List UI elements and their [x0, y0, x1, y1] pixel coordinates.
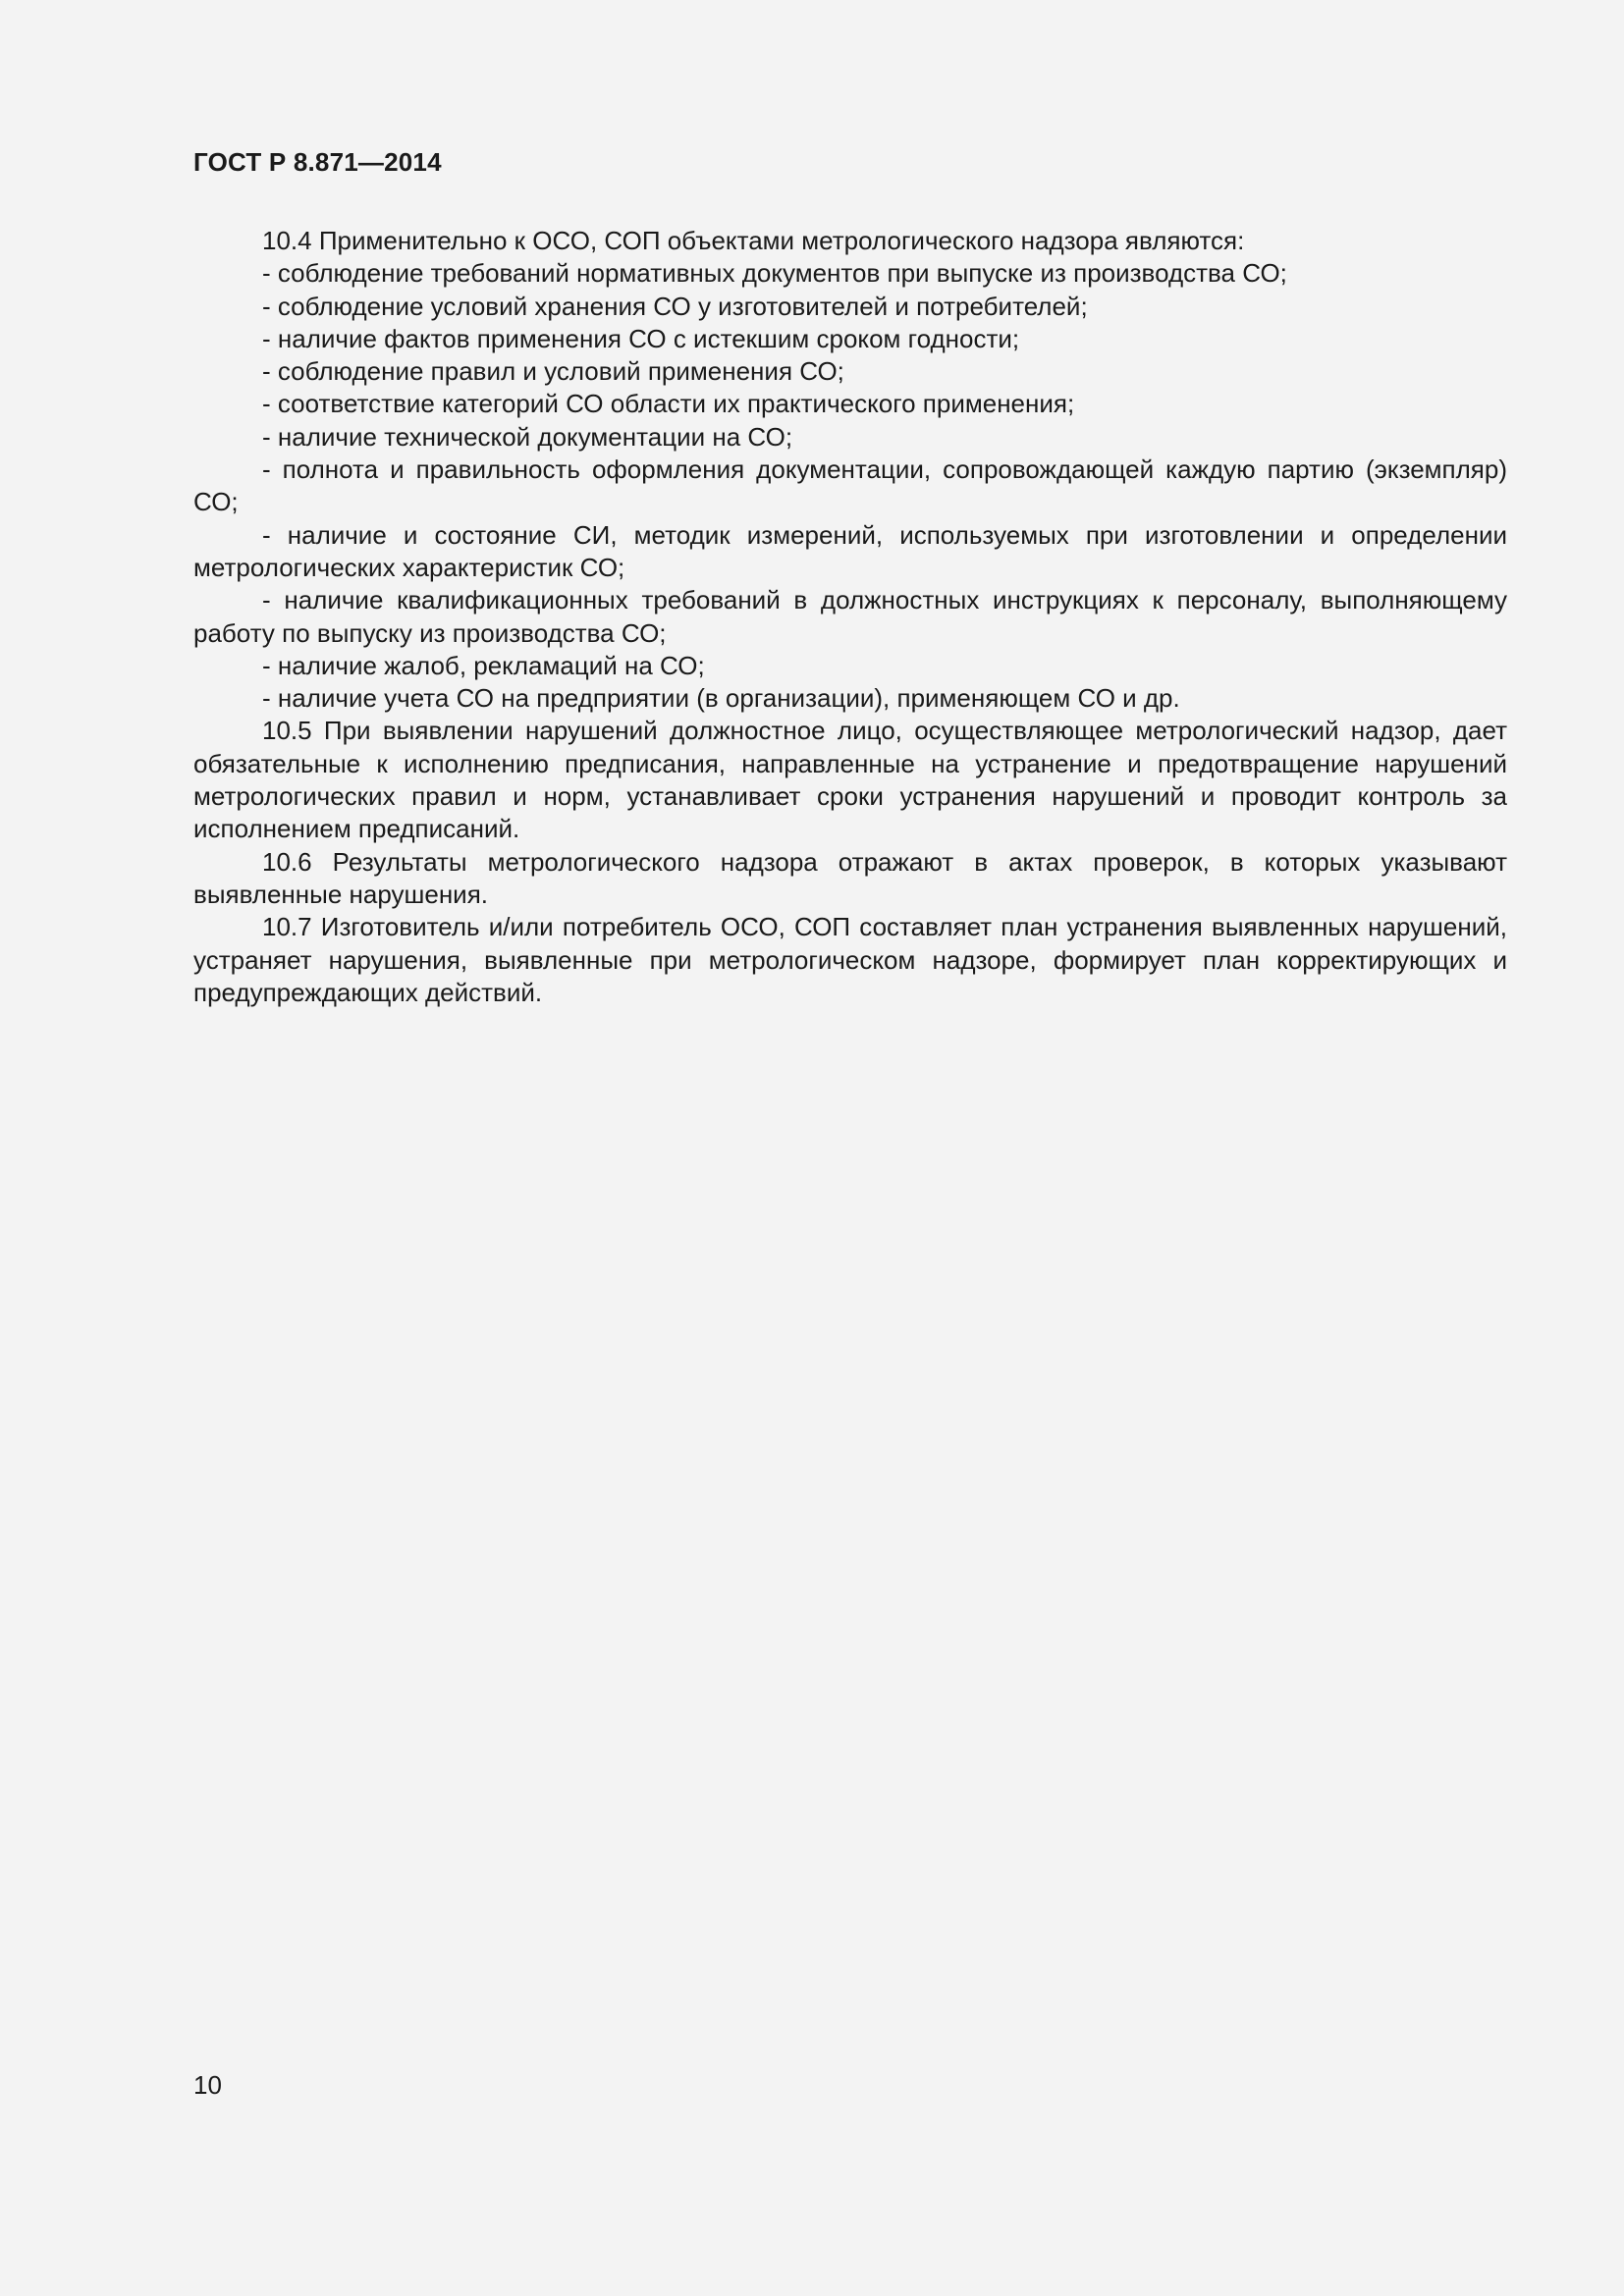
paragraph-10-5: 10.5 При выявлении нарушений должностное лицо, осуществляющее метрологический надзор, дает обязательные к исполнению предписания, направленные на устранение и предотвращение нарушений метрологических правил и норм, устанавливает сроки устранения нарушений и проводит контроль за исполнением предписаний.	[193, 716, 1507, 844]
paragraph-10-4: 10.4 Применительно к ОСО, СОП объектами метрологического надзора являются:	[262, 226, 1245, 255]
list-item: - наличие квалификационных требований в должностных инструкциях к персоналу, выполняющему работу по выпуску из производства СО;	[193, 585, 1507, 648]
list-item: - соблюдение условий хранения СО у изготовителей и потребителей;	[262, 291, 1088, 321]
document-header: ГОСТ Р 8.871—2014	[193, 147, 442, 177]
list-item: - полнота и правильность оформления документации, сопровождающей каждую партию (экземпляр) СО;	[193, 454, 1507, 517]
list-item: - соблюдение требований нормативных документов при выпуске из производства СО;	[262, 258, 1287, 289]
list-item: - наличие и состояние СИ, методик измерений, используемых при изготовлении и определении метрологических характеристик СО;	[193, 519, 1507, 582]
list-item: - наличие учета СО на предприятии (в организации), применяющем СО и др.	[262, 683, 1180, 714]
document-body	[193, 225, 1507, 1009]
list-item: - наличие фактов применения СО с истекшим сроком годности;	[262, 323, 1020, 353]
paragraph-10-6: 10.6 Результаты метрологического надзора отражают в актах проверок, в которых указывают выявленные нарушения.	[193, 846, 1507, 909]
list-item: - соответствие категорий СО области их практического применения;	[262, 389, 1075, 419]
list-item: - наличие жалоб, рекламаций на СО;	[262, 650, 705, 680]
paragraph-10-7: 10.7 Изготовитель и/или потребитель ОСО, СОП составляет план устранения выявленных нарушений, устраняет нарушения, выявленные при метрологическом надзоре, формирует план корректирующих и предупреждающих действий.	[193, 912, 1507, 1007]
page-number: 10	[193, 2070, 222, 2100]
list-item: - наличие технической документации на СО;	[262, 421, 793, 452]
list-item: - соблюдение правил и условий применения СО;	[262, 356, 844, 387]
